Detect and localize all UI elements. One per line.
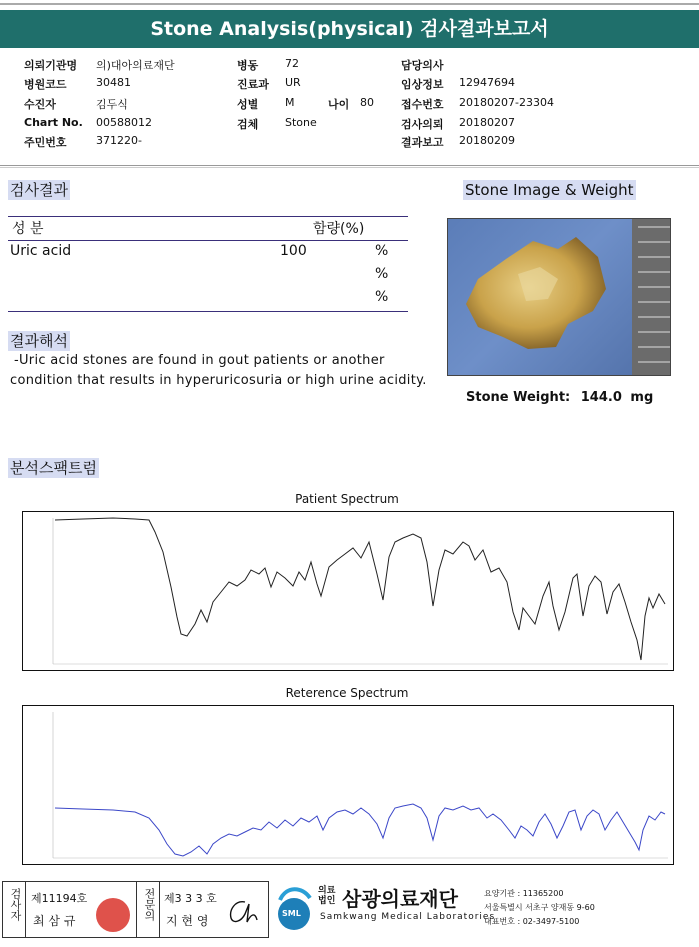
info-referral: 의뢰기관명 xyxy=(24,59,78,72)
info-doctor-label: 담당의사 xyxy=(401,59,444,72)
org-english-name: Samkwang Medical Laboratories xyxy=(320,912,496,922)
sml-logo xyxy=(272,884,316,932)
info-id-value: 371220- xyxy=(96,134,142,147)
patient-spectrum-line xyxy=(55,518,665,660)
info-clinical-label: 임상정보 xyxy=(401,78,444,91)
results-table-header-line xyxy=(8,240,408,241)
info-age-label: 나이 xyxy=(328,98,350,111)
stone-weight xyxy=(466,390,653,405)
info-chart-value: 00588012 xyxy=(96,116,152,129)
doctor-name: 지 현 영 xyxy=(166,914,209,928)
tester-seal xyxy=(96,898,130,932)
info-patient-value: 김두식 xyxy=(96,98,128,111)
info-referral-value: 의)대아의료재단 xyxy=(96,59,175,72)
tester-label-cell xyxy=(3,882,26,937)
info-report-label: 결과보고 xyxy=(401,136,444,149)
stone-weight-label: Stone Weight: xyxy=(466,390,571,405)
org-prefix xyxy=(318,886,335,906)
doctor-number: 제3 3 3 호 xyxy=(164,892,217,905)
interpretation-line1: -Uric acid stones are found in gout patients or another xyxy=(14,353,385,368)
info-chart-label: Chart No. xyxy=(24,116,83,129)
reference-spectrum-line xyxy=(55,804,665,856)
interpretation-title: 결과해석 xyxy=(10,332,68,350)
info-id-label: 주민번호 xyxy=(24,136,67,149)
info-divider xyxy=(0,165,699,166)
ruler-ticks xyxy=(632,219,670,375)
stone-photo xyxy=(447,218,671,376)
col-amount-header: 함량(%) xyxy=(313,221,365,237)
tester-label: 검사자 xyxy=(9,888,22,921)
result-row-name: Uric acid xyxy=(10,243,72,259)
patient-spectrum-plot xyxy=(23,512,673,670)
tester-number: 제11194호 xyxy=(31,892,88,905)
top-rule xyxy=(0,3,699,5)
reference-spectrum-title: Reterence Spectrum xyxy=(285,686,409,700)
signature-box xyxy=(2,881,269,938)
info-specimen-label: 검체 xyxy=(237,118,259,131)
info-receipt-label: 접수번호 xyxy=(401,98,444,111)
ruler xyxy=(632,219,670,375)
reference-spectrum-panel xyxy=(22,705,674,865)
results-title: 검사결과 xyxy=(10,181,68,199)
doctor-signature xyxy=(225,896,263,928)
info-ward-value: 72 xyxy=(285,57,299,70)
info-sex-label: 성별 xyxy=(237,98,259,111)
info-sex-value: M xyxy=(285,96,295,109)
doctor-label: 전문의 xyxy=(143,888,156,921)
result-row-unit: % xyxy=(375,266,389,282)
spectrum-title: 분석스팩트럼 xyxy=(10,459,97,477)
patient-spectrum-panel xyxy=(22,511,674,671)
info-request-value: 20180207 xyxy=(459,116,515,129)
info-patient-label: 수진자 xyxy=(24,98,56,111)
org-phone: 대표번호 : 02-3497-5100 xyxy=(484,917,580,926)
info-dept-value: UR xyxy=(285,76,301,89)
result-row-unit: % xyxy=(375,289,389,305)
patient-spectrum-title: Patient Spectrum xyxy=(295,492,399,506)
reference-spectrum-plot xyxy=(23,706,673,864)
info-age-value: 80 xyxy=(360,96,374,109)
org-address: 서울특별시 서초구 양재동 9-60 xyxy=(484,903,595,912)
info-hospital-code-label: 병원코드 xyxy=(24,78,67,91)
result-row-value: 100 xyxy=(280,243,307,259)
info-report-value: 20180209 xyxy=(459,134,515,147)
results-table-bottom xyxy=(8,311,408,312)
interpretation-line2: condition that results in hyperuricosuria or high urine acidity. xyxy=(10,373,427,388)
info-ward-label: 병동 xyxy=(237,59,259,72)
info-divider-2 xyxy=(0,167,699,168)
result-row-unit: % xyxy=(375,243,389,259)
info-clinical-value: 12947694 xyxy=(459,76,515,89)
org-name: 삼광의료재단 xyxy=(342,887,458,911)
org-prefix-1: 의료 xyxy=(318,886,336,896)
sml-logo-text: SML xyxy=(282,909,301,918)
stone-weight-unit: mg xyxy=(630,390,654,405)
sml-logo-mark xyxy=(272,884,316,932)
org-prefix-2: 법인 xyxy=(318,896,336,906)
info-receipt-value: 20180207-23304 xyxy=(459,96,554,109)
doctor-label-cell xyxy=(136,882,160,937)
org-code: 요양기관 : 11365200 xyxy=(484,889,564,898)
info-request-label: 검사의뢰 xyxy=(401,118,444,131)
results-table-top xyxy=(8,216,408,217)
tester-name: 최 삼 규 xyxy=(33,914,76,928)
info-dept-label: 진료과 xyxy=(237,78,269,91)
report-title: Stone Analysis(physical) 검사결과보고서 xyxy=(0,10,699,48)
col-component-header: 성 분 xyxy=(12,221,44,237)
info-hospital-code-value: 30481 xyxy=(96,76,131,89)
info-specimen-value: Stone xyxy=(285,116,317,129)
stone-weight-value: 144.0 xyxy=(580,390,622,405)
stone-image-title: Stone Image & Weight xyxy=(465,181,634,199)
